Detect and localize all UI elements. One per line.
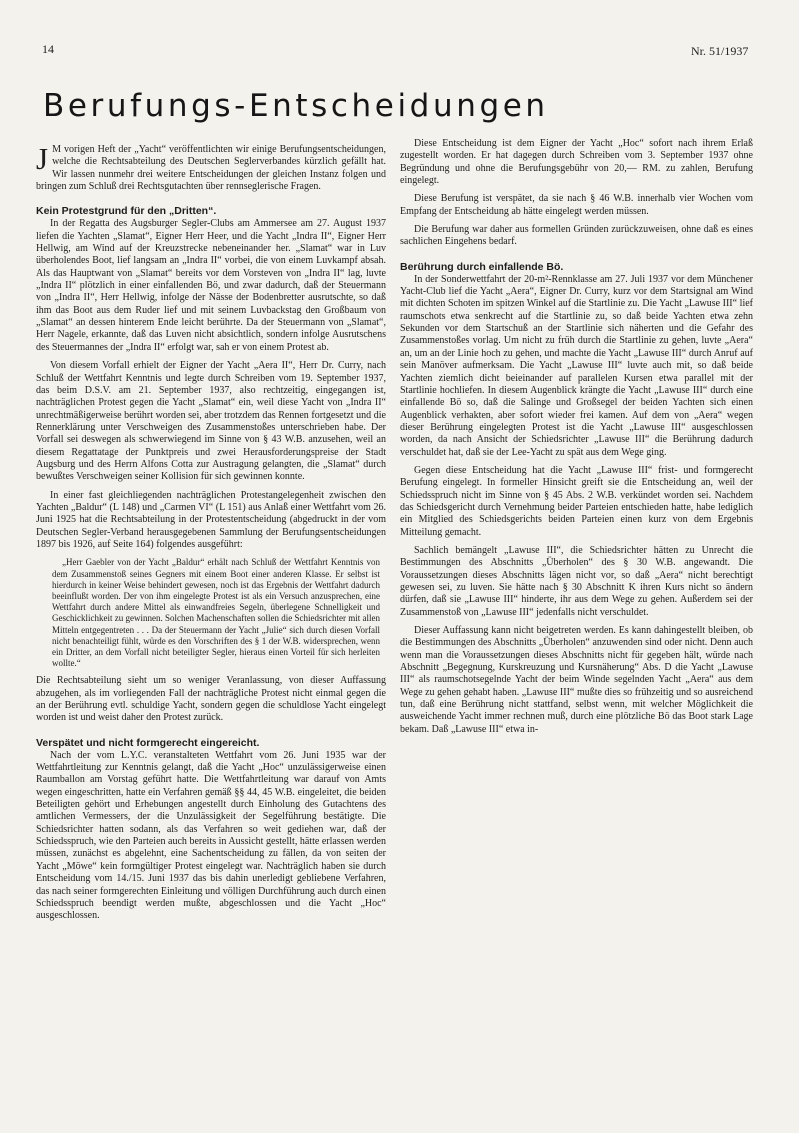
paragraph: Die Rechtsabteilung sieht um so weniger Veranlassung, von dieser Auffassung abzugehen, als im vorliegenden Fall der nachträgliche Protest nicht einmal gegen die an der Berührung evtl. schuldige Yacht, sondern gegen die schuldlose Yacht eingelegt worden ist und weist daher den Protest zurück. (36, 675, 386, 724)
paragraph: Von diesem Vorfall erhielt der Eigner der Yacht „Aera II“, Herr Dr. Curry, nach Schluß der Wettfahrt Kenntnis und legte durch Schreiben vom 19. September 1937, das beim D.S.V. am 21. September 1937, also rechtzeitig, eingegangen ist, nachträglichen Protest gegen die Yacht „Slamat“ ein, weil diese Yacht von „Indra II“ unrechtmäßigerweise berührt worden sei, aber trotzdem das Rennen fortgesetzt und die Rennerklärung unter Verschweigen des Zusammenstoßes unterschrieben habe. Der Vorfall sei deswegen als schwerwiegend im Sinne von § 43 W.B. anzusehen, weil an diesem Regattatage der Punktpreis und zwei Herausforderungspreise der Stadt Augsburg und des Herrn Alfons Cotta zur Austragung gelangten, die „Slamat“ durch bewußtes Verschweigen seiner Kollision für sich gewinnen konnte. (36, 360, 386, 483)
intro-text: M vorigen Heft der „Yacht“ veröffentlichten wir einige Berufungsentscheidungen, welche die Rechtsabteilung des Deutschen Seglerverbandes kürzlich gefällt hat. Wir lassen nunmehr drei weitere Entscheidungen der gleichen Instanz folgen und bringen zum Schluß drei Rechtsgutachten über rennseglerische Fragen. (36, 144, 386, 193)
block-quote (36, 557, 386, 669)
section-heading-kein-protestgrund: Kein Protestgrund für den „Dritten“. (36, 205, 217, 218)
paragraph: Gegen diese Entscheidung hat die Yacht „Lawuse III“ frist- und formgerecht Berufung eingelegt. In formeller Hinsicht greift sie die Entscheidung an, weil der Schiedsspruch nicht im Sinne von § 45 Abs. 2 W.B. verkündet worden sei. Nachdem das Schiedsgericht durch Vernehmung beider Parteien entschieden hatte, habe lediglich ein Mitglied des Schiedsgerichts beiden Parteien einen kurz von dem Ergebnis Mitteilung gemacht. (400, 464, 753, 538)
left-column (36, 141, 386, 923)
paragraph: In der Sonderwettfahrt der 20-m²-Rennklasse am 27. Juli 1937 vor dem Münchener Yacht-Club lief die Yacht „Aera“, Eigner Dr. Curry, kurz vor dem Startsignal am Wind mit dichten Schoten im spitzen Winkel auf die Startlinie zu. Die Yacht „Lawuse III“ lief raumschots etwa senkrecht auf die Startlinie zu, so daß beide Yachten etwa zehn Sekunden vor dem Startschuß an der Startlinie sich näherten und die Gefahr des Zusammenstoßes vorlag. Um nicht zu früh durch die Startlinie zu gehen, luvte „Aera“ an, um an der Linie hoch zu gehen, und machte die Yacht „Lawuse III“ durch Anruf auf sein Manöver aufmerksam. Die Yacht „Lawuse III“ luvte auch mit, so daß beide Yachten ziemlich dicht beieinander auf parallelen Kursen etwa parallel mit der Startlinie hochliefen. In diesem Augenblick krängte die Yacht „Lawuse III“ durch eine einfallende Bö so, daß die Salinge und Großsegel der beiden Yachten sich einen Augenblick verhakten, aber sofort wieder frei kamen. Auf dem von „Aera“ wegen dieser Berührung eingelegten Protest ist die Yacht „Lawuse III“ ausgeschlossen worden, da nach Ansicht der Schiedsrichter „Lawuse III“ die Berührung dadurch verschuldet hat, daß sie der Lee-Yacht zu spät aus dem Wege ging. (400, 273, 753, 458)
paragraph: Sachlich bemängelt „Lawuse III“, die Schiedsrichter hätten zu Unrecht die Bestimmungen des Abschnitts „Überholen“ des § 30 W.B. angewandt. Die Voraussetzungen dieses Abschnitts lägen nicht vor, so daß „Aera“ nicht berechtigt gewesen sei, zu luven. Sie hätte nach § 30 Abschnitt K ihren Kurs nicht so ändern dürfen, daß sie „Lawuse III“ hinderte, ihr aus dem Wege zu gehen. Außerdem sei der Zusammenstoß von „Lawuse III“ jedenfalls nicht verschuldet. (400, 544, 753, 618)
paragraph: In einer fast gleichliegenden nachträglichen Protestangelegenheit zwischen den Yachten „Baldur“ (L 148) und „Carmen VI“ (L 151) aus Anlaß einer Wettfahrt vom 26. Juni 1925 hat die Rechtsabteilung in der Protestentscheidung (abgedruckt in der vom Deutschen Segler-Verband herausgegebenen Sammlung der Berufungsentscheidungen 1897 bis 1926, auf Seite 164) folgendes ausgeführt: (36, 489, 386, 550)
paragraph: Dieser Auffassung kann nicht beigetreten werden. Es kann dahingestellt bleiben, ob die Bestimmungen des Abschnitts „Überholen“ anzuwenden sind oder nicht. Denn auch wenn man die Voraussetzungen dieses Abschnitts nicht für gegeben hält, würde nach Abschnitt „Begegnung, Kurskreuzung und Kursnäherung“ Abs. D die Yacht „Lawuse III“ als raumschotsegelnde Yacht der beim Winde segelnden Yacht „Aera“ aus dem Wege zu gehen gehabt haben. „Lawuse III“ mußte dies so frühzeitig und so ausreichend tun, daß eine Berührung nicht stattfand, selbst wenn, mit welcher Möglichkeit die ausweichende Yacht immer rechnen muß, durch eine plötzliche Bö das Boot stark Lage bekam. Daß „Lawuse III“ etwa in- (400, 625, 753, 735)
section-heading-beruehrung: Berührung durch einfallende Bö. (400, 260, 564, 273)
paragraph: In der Regatta des Augsburger Segler-Clubs am Ammersee am 27. August 1937 liefen die Yachten „Slamat“, Eigner Herr Heer, und die Yacht „Indra II“, Eigner Herr Hellwig, am Wind auf der Kreuzstrecke nebeneinander her. „Slamat“ war in Luv überholendes Boot, lief langsam an „Indra II“ vorbei, die von einem Luvkampf absah. Als das Hauptwant von „Slamat“ bereits vor dem Vorsteven von „Indra II“ lag, luvte „Indra II“ plötzlich in einer einfallenden Bö, und zwar dadurch, daß der Steuermann von „Indra II“, Herr Hellwig, infolge der Nässe der Bodenbretter ausrutschte, so daß ihm das Boot aus dem Ruder lief und mit seinem Luvbackstag den Großbaum von „Slamat“ an dessen hinterem Ende leicht berührte. Da der Steuermann von „Slamat“, Herr Nagele, erkannte, daß das Luven nicht absichtlich, sondern infolge Ausrutschens des Steuermannes der „Indra II“ erfolgt war, sah er von einem Protest ab. (36, 218, 386, 353)
issue-number: Nr. 51/1937 (691, 44, 749, 58)
page-number: 14 (42, 42, 54, 56)
paragraph: Diese Berufung ist verspätet, da sie nach § 46 W.B. innerhalb vier Wochen vom Empfang der Entscheidung ab hätte eingelegt werden müssen. (400, 193, 753, 217)
section-heading-verspaetet: Verspätet und nicht formgerecht eingereicht. (36, 736, 260, 749)
quote-text: „Herr Gaebler von der Yacht „Baldur“ erhält nach Schluß der Wettfahrt Kenntnis von dem Zusammenstoß seines Gegners mit einem Boot einer anderen Klasse. Er selbst ist hierdurch in keiner Weise behindert gewesen, noch ist das Ergebnis der Wettfahrt dadurch beeinflußt worden. Der von ihm eingelegte Protest ist als ein Versuch anzusprechen, eine Wettfahrt durch andere Mittel als einwandfreies Segeln, überlegene Schnelligkeit und Geschicklichkeit zu gewinnen. Solchen Machenschaften sollen die Schiedsrichter mit allen Mitteln entgegentreten . . . Da der Steuermann der Yacht „Julie“ sich durch diesen Vorfall nicht benachteiligt fühlt, würde es den Vorschriften des § 1 der W.B. widersprechen, wenn ein Dritter, an dem Vorfall nicht beteiligter Segler, hieraus einen Vorteil für sich herleiten wollte.“ (52, 557, 380, 669)
paragraph: Diese Entscheidung ist dem Eigner der Yacht „Hoc“ sofort nach ihrem Erlaß zugestellt worden. Er hat dagegen durch Schreiben vom 3. September 1937 ohne Begründung und ohne die Berufungsgebühr von 20,— RM. zu zahlen, Berufung eingelegt. (400, 138, 753, 187)
intro-paragraph (36, 141, 386, 193)
paragraph: Die Berufung war daher aus formellen Gründen zurückzuweisen, ohne daß es eines sachlichen Eingehens bedarf. (400, 224, 753, 248)
right-column (400, 138, 753, 736)
page-title: Berufungs-Entscheidungen (43, 88, 549, 124)
drop-cap: J (36, 141, 49, 176)
paragraph: Nach der vom L.Y.C. veranstalteten Wettfahrt vom 26. Juni 1935 war der Wettfahrtleitung zur Kenntnis gelangt, daß die Yacht „Hoc“ unzulässigerweise einen Raumballon am Vorstag geführt hatte. Die Wettfahrtleitung war darauf von Amts wegen eingeschritten, hatte ein Verfahren gemäß §§ 44, 45 W.B. eingeleitet, die beiden Beteiligten gehört und Erhebungen angestellt durch Einholung des Gutachtens des amtlichen Vermessers, der die Unzulässigkeit der Segelführung bestätigte. Die Schiedsrichter hatten sodann, als das Verfahren so weit gediehen war, daß der Schiedsspruch, wie den Parteien auch bereits in Aussicht gestellt, hätte erlassen werden müssen, zunächst es abgelehnt, eine Sachentscheidung zu fällen, da von seiten der Yacht „Möwe“ kein formgültiger Protest eingelegt war. Nachträglich haben sie durch Entscheidung vom 14./15. Juni 1937 das bis dahin unerledigt gebliebene Verfahren, das nach seiner formgerechten Einleitung und völligen Durchführung auch durch einen Schiedsspruch beendigt werden mußte, abgeschlossen und die Yacht „Hoc“ ausgeschlossen. (36, 749, 386, 922)
